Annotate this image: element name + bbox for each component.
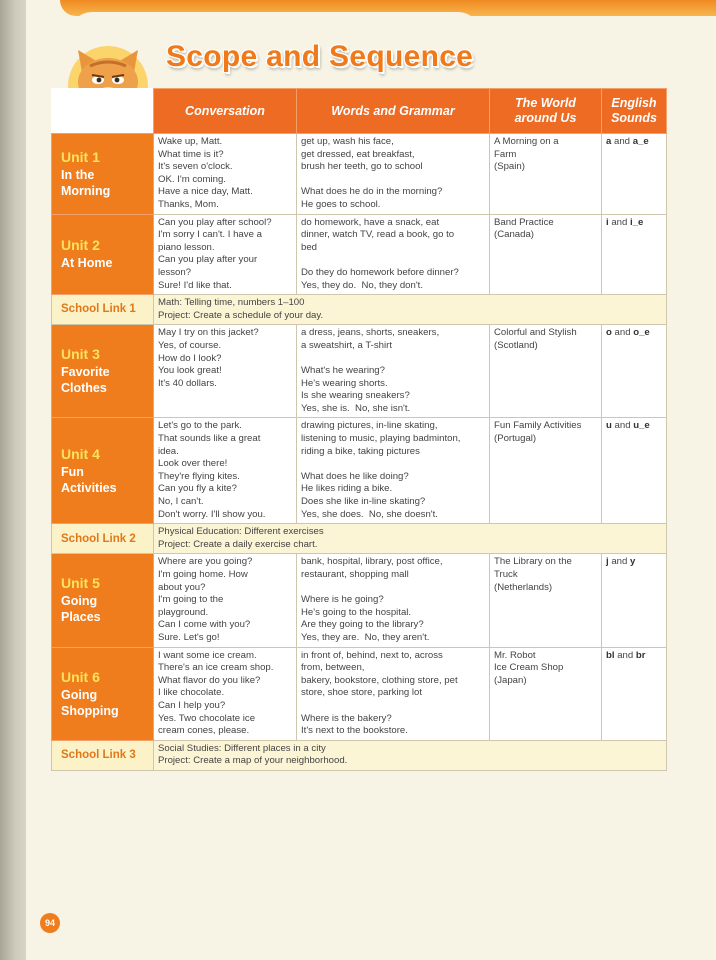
text-line: Yes, of course.: [158, 339, 222, 351]
scope-sequence-table: [51, 88, 667, 771]
text-line: playground.: [158, 606, 209, 618]
text-line: [301, 254, 485, 267]
page-title: Scope and Sequence: [166, 40, 474, 73]
text-line: bakery, bookstore, clothing store, pet: [301, 674, 458, 686]
text-line: He's going to the hospital.: [301, 606, 412, 618]
sound-b: u_e: [633, 420, 650, 432]
text-line: I like chocolate.: [158, 687, 225, 699]
conversation-cell: [154, 214, 297, 295]
unit-label: [52, 418, 154, 524]
school-link-row: [52, 740, 667, 770]
text-line: bed: [301, 241, 318, 253]
text-line: (Canada): [494, 229, 534, 241]
text-line: You look great!: [158, 365, 222, 377]
sounds-cell: a and a_e: [602, 134, 667, 215]
unit-number: Unit 1: [61, 148, 100, 165]
text-line: May I try on this jacket?: [158, 327, 259, 339]
text-line: Yes, they do. No, they don't.: [301, 279, 424, 291]
unit-label: [52, 647, 154, 740]
text-line: Thanks, Mom.: [158, 198, 219, 210]
text-line: Truck: [494, 569, 518, 580]
text-line: Social Studies: Different places in a city: [158, 742, 326, 754]
unit-row: [52, 134, 667, 215]
sound-b: br: [635, 649, 646, 661]
conversation-cell: [154, 418, 297, 524]
text-line: It's next to the bookstore.: [301, 725, 408, 737]
text-line: Does she like in-line skating?: [301, 496, 426, 508]
text-line: Where are you going?: [158, 556, 253, 568]
unit-number: Unit 5: [61, 575, 100, 592]
text-line: Yes, they are. No, they aren't.: [301, 631, 430, 643]
sound-b: o_e: [633, 327, 650, 339]
text-line: listening to music, playing badminton,: [301, 433, 461, 445]
text-line: riding a bike, taking pictures: [301, 445, 420, 457]
sounds-cell: o and o_e: [602, 325, 667, 418]
header-world: The World around Us: [490, 89, 602, 134]
text-line: He's wearing shorts.: [301, 377, 388, 389]
text-line: Do they do homework before dinner?: [301, 266, 459, 278]
school-link-label: School Link 2: [52, 524, 154, 554]
text-line: (Scotland): [494, 339, 538, 351]
school-link-label: School Link 3: [52, 740, 154, 770]
unit-name: Places: [61, 610, 101, 625]
text-line: Can I come with you?: [158, 619, 251, 631]
text-line: Project: Create a schedule of your day.: [158, 309, 324, 321]
text-line: There's an ice cream shop.: [158, 662, 274, 674]
text-line: I'm going home. How: [158, 569, 248, 580]
world-cell: [490, 647, 602, 740]
unit-label: [52, 214, 154, 295]
text-line: What does he like doing?: [301, 470, 409, 482]
sound-b: y: [630, 556, 636, 568]
unit-number: Unit 2: [61, 237, 100, 254]
text-line: Can you play after your: [158, 254, 258, 266]
text-line: Project: Create a daily exercise chart.: [158, 538, 318, 550]
text-line: get dressed, eat breakfast,: [301, 148, 415, 160]
world-cell: [490, 554, 602, 647]
text-line: brush her teeth, go to school: [301, 161, 423, 173]
world-cell: [490, 418, 602, 524]
text-line: Ice Cream Shop: [494, 662, 564, 674]
text-line: The Library on the: [494, 556, 572, 568]
text-line: restaurant, shopping mall: [301, 569, 409, 580]
text-line: Where is the bakery?: [301, 712, 392, 724]
sound-a: u: [606, 420, 612, 432]
unit-name: Morning: [61, 183, 111, 198]
header-sounds: English Sounds: [602, 89, 667, 134]
text-line: [301, 700, 485, 713]
text-line: Yes. Two chocolate ice: [158, 712, 256, 724]
text-line: That sounds like a great: [158, 433, 261, 445]
unit-row: [52, 214, 667, 295]
text-line: get up, wash his face,: [301, 136, 394, 147]
text-line: Can you fly a kite?: [158, 483, 237, 495]
conversation-cell: [154, 647, 297, 740]
text-line: Band Practice: [494, 216, 554, 228]
text-line: Colorful and Stylish: [494, 327, 577, 339]
text-line: a dress, jeans, shorts, sneakers,: [301, 327, 440, 339]
unit-name: In the: [61, 167, 95, 182]
text-line: He goes to school.: [301, 198, 381, 210]
text-line: Where is he going?: [301, 594, 384, 606]
text-line: [301, 174, 485, 187]
text-line: [301, 353, 485, 366]
unit-row: [52, 554, 667, 647]
school-link-label: School Link 1: [52, 295, 154, 325]
unit-number: Unit 6: [61, 668, 100, 685]
words-grammar-cell: [297, 418, 490, 524]
text-line: (Japan): [494, 674, 527, 686]
text-line: How do I look?: [158, 352, 222, 364]
text-line: a sweatshirt, a T-shirt: [301, 339, 392, 351]
unit-name: Shopping: [61, 703, 119, 718]
unit-name: Going: [61, 594, 98, 609]
unit-label: [52, 325, 154, 418]
sounds-cell: u and u_e: [602, 418, 667, 524]
world-cell: [490, 214, 602, 295]
text-line: I'm going to the: [158, 594, 224, 606]
page-number: 94: [40, 913, 60, 933]
world-cell: [490, 325, 602, 418]
text-line: He likes riding a bike.: [301, 483, 393, 495]
sound-b: a_e: [632, 136, 649, 147]
unit-label: [52, 134, 154, 215]
sound-a: bl: [606, 649, 615, 661]
text-line: Sure. Let's go!: [158, 631, 220, 643]
text-line: Is she wearing sneakers?: [301, 390, 410, 402]
text-line: Project: Create a map of your neighborhood.: [158, 755, 348, 767]
text-line: Let's go to the park.: [158, 420, 242, 432]
text-line: (Portugal): [494, 433, 537, 445]
text-line: Math: Telling time, numbers 1–100: [158, 297, 305, 309]
conversation-cell: [154, 134, 297, 215]
text-line: (Netherlands): [494, 581, 553, 593]
school-link-text: [154, 524, 667, 554]
words-grammar-cell: [297, 554, 490, 647]
text-line: piano lesson.: [158, 241, 215, 253]
text-line: Sure! I'd like that.: [158, 279, 232, 291]
sounds-cell: j and y: [602, 554, 667, 647]
text-line: about you?: [158, 581, 206, 593]
text-line: (Spain): [494, 161, 525, 173]
table-body: [52, 134, 667, 771]
text-line: I'm sorry I can't. I have a: [158, 229, 262, 241]
text-line: Can you play after school?: [158, 216, 272, 228]
sound-a: o: [606, 327, 612, 339]
sound-a: a: [606, 136, 612, 147]
unit-name: Clothes: [61, 381, 107, 396]
header-conversation: Conversation: [154, 89, 297, 134]
text-line: Yes, she does. No, she doesn't.: [301, 508, 438, 520]
text-line: Fun Family Activities: [494, 420, 582, 432]
conversation-cell: [154, 554, 297, 647]
text-line: OK. I'm coming.: [158, 173, 226, 185]
sounds-cell: i and i_e: [602, 214, 667, 295]
text-line: It's 40 dollars.: [158, 377, 217, 389]
school-link-text: [154, 740, 667, 770]
text-line: Mr. Robot: [494, 649, 536, 661]
unit-row: [52, 647, 667, 740]
text-line: cream cones, please.: [158, 725, 250, 737]
unit-label: [52, 554, 154, 647]
text-line: It's seven o'clock.: [158, 161, 233, 173]
text-line: What flavor do you like?: [158, 674, 261, 686]
text-line: from, between,: [301, 662, 365, 674]
text-line: [301, 458, 485, 471]
unit-row: [52, 418, 667, 524]
text-line: What's he wearing?: [301, 365, 385, 377]
header-row: [52, 89, 667, 134]
text-line: Wake up, Matt.: [158, 136, 223, 147]
school-link-row: [52, 524, 667, 554]
text-line: I want some ice cream.: [158, 649, 257, 661]
text-line: idea.: [158, 445, 179, 457]
text-line: A Morning on a: [494, 136, 559, 147]
text-line: Have a nice day, Matt.: [158, 186, 253, 198]
text-line: They're flying kites.: [158, 470, 240, 482]
text-line: Are they going to the library?: [301, 619, 424, 631]
text-line: Can I help you?: [158, 699, 226, 711]
header-words-grammar: Words and Grammar: [297, 89, 490, 134]
words-grammar-cell: [297, 647, 490, 740]
text-line: [301, 582, 485, 595]
unit-name: At Home: [61, 256, 113, 271]
words-grammar-cell: [297, 134, 490, 215]
text-line: dinner, watch TV, read a book, go to: [301, 229, 455, 241]
unit-number: Unit 3: [61, 346, 100, 363]
text-line: bank, hospital, library, post office,: [301, 556, 443, 568]
text-line: No, I can't.: [158, 496, 204, 508]
text-line: do homework, have a snack, eat: [301, 216, 440, 228]
words-grammar-cell: [297, 214, 490, 295]
text-line: Don't worry. I'll show you.: [158, 508, 266, 520]
conversation-cell: [154, 325, 297, 418]
text-line: drawing pictures, in-line skating,: [301, 420, 438, 432]
school-link-row: [52, 295, 667, 325]
text-line: in front of, behind, next to, across: [301, 649, 443, 661]
sound-a: i: [606, 216, 609, 228]
text-line: store, shoe store, parking lot: [301, 687, 423, 699]
unit-name: Fun: [61, 464, 84, 479]
words-grammar-cell: [297, 325, 490, 418]
text-line: What does he do in the morning?: [301, 186, 443, 198]
sounds-cell: bl and br: [602, 647, 667, 740]
sound-b: i_e: [630, 216, 644, 228]
text-line: What time is it?: [158, 148, 224, 160]
unit-row: [52, 325, 667, 418]
sound-a: j: [606, 556, 609, 568]
world-cell: [490, 134, 602, 215]
unit-name: Going: [61, 687, 98, 702]
unit-name: Favorite: [61, 365, 110, 380]
unit-name: Activities: [61, 480, 117, 495]
text-line: Physical Education: Different exercises: [158, 526, 324, 538]
text-line: lesson?: [158, 266, 192, 278]
text-line: Yes, she is. No, she isn't.: [301, 402, 411, 414]
text-line: Look over there!: [158, 458, 228, 470]
school-link-text: [154, 295, 667, 325]
text-line: Farm: [494, 148, 517, 160]
unit-number: Unit 4: [61, 445, 100, 462]
